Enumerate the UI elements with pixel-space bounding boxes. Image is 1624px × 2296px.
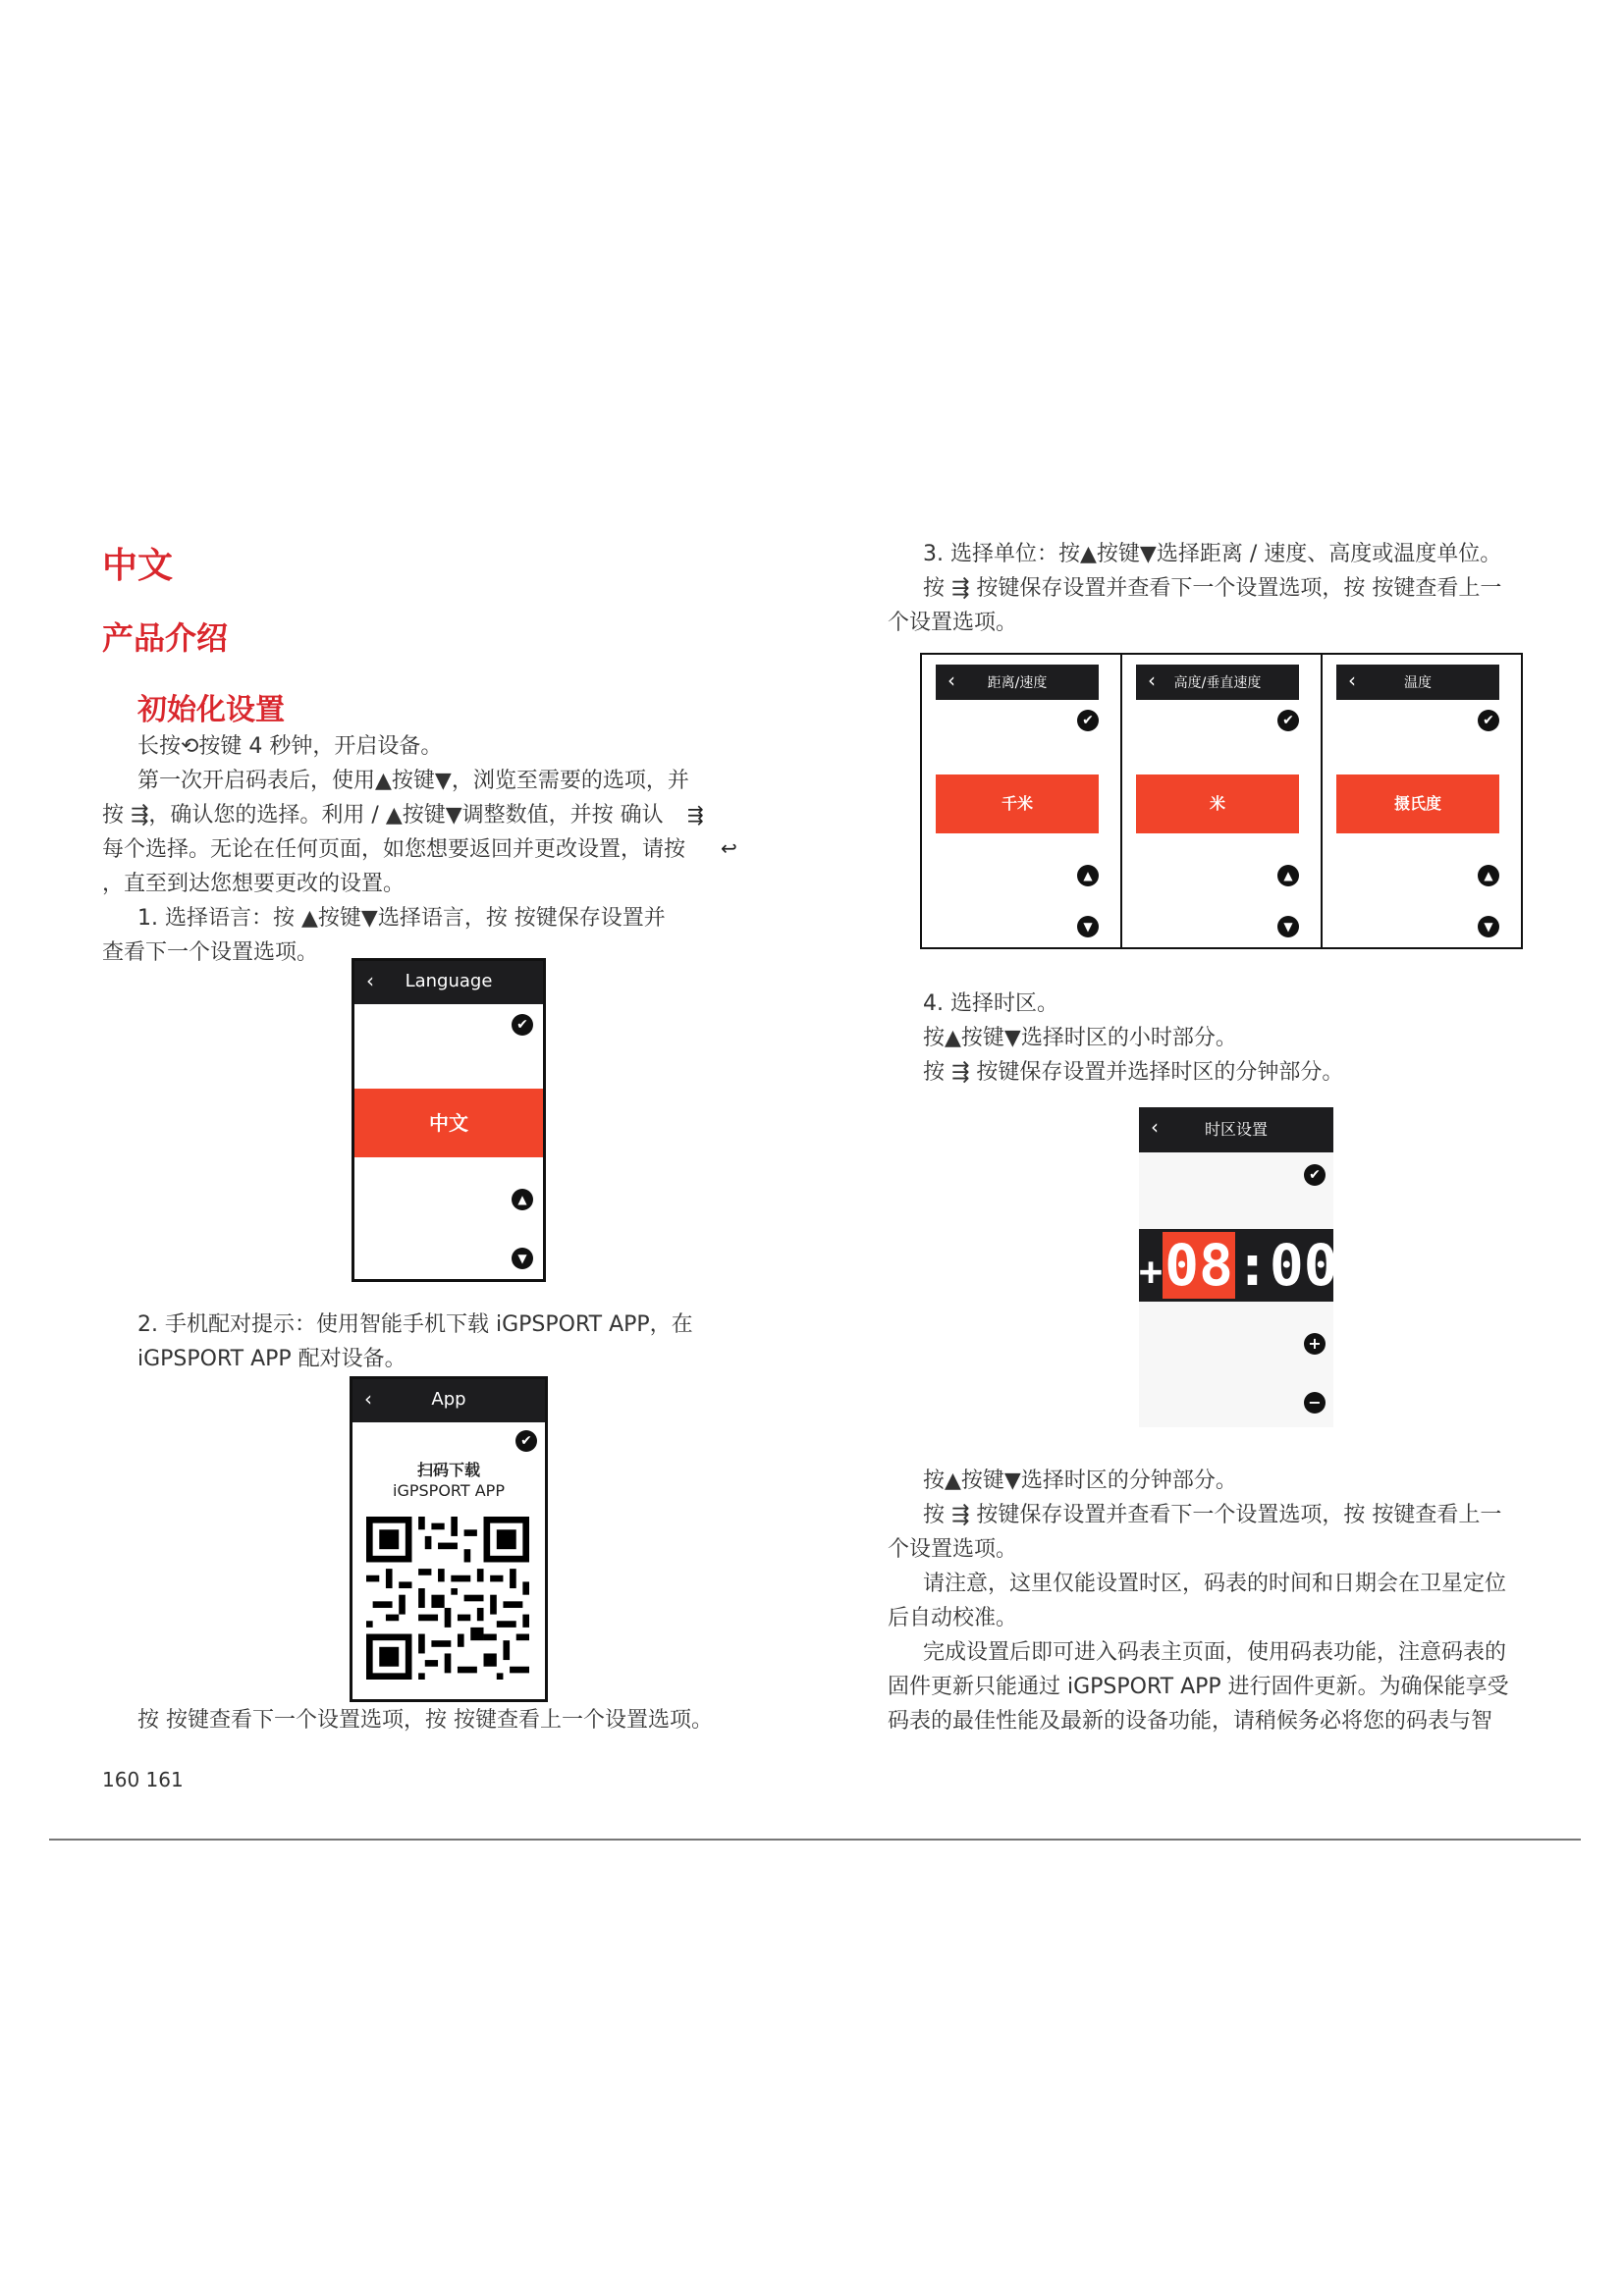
step2-line3: 按 按键查看下一个设置选项，按 按键查看上一个设置选项。: [137, 1708, 713, 1733]
arrow-up-icon: ▲: [1077, 865, 1099, 886]
screen-title: 距离/速度: [987, 675, 1048, 691]
selected-value-band: 米: [1136, 774, 1299, 833]
step1-line1: 1. 选择语言：按 ▲按键▼选择语言，按 按键保存设置并: [137, 906, 666, 931]
selected-value-band: 摄氏度: [1336, 774, 1499, 833]
chevron-left-icon: ‹: [947, 668, 955, 692]
chevron-left-icon: ‹: [364, 1387, 372, 1411]
step3-line1: 3. 选择单位：按▲按键▼选择距离 / 速度、高度或温度单位。: [923, 542, 1502, 566]
qr-caption-line2: iGPSPORT APP: [393, 1481, 505, 1500]
back-button-icon: ↩: [721, 836, 737, 860]
selected-value-band: 中文: [354, 1089, 543, 1157]
screen-title: 温度: [1404, 675, 1432, 691]
chevron-left-icon: ‹: [1348, 668, 1356, 692]
step4-line6: 个设置选项。: [888, 1537, 1018, 1562]
check-icon: ✔: [1277, 710, 1299, 731]
arrow-down-icon: ▼: [1277, 916, 1299, 937]
screen-header: [354, 961, 543, 1004]
paragraph-first-use-line1: 第一次开启码表后，使用▲按键▼，浏览至需要的选项，并: [137, 769, 689, 793]
screen-title: Language: [405, 971, 493, 991]
step3-line3: 个设置选项。: [888, 611, 1018, 635]
check-icon: ✔: [515, 1430, 537, 1452]
screen-title: App: [431, 1389, 466, 1410]
paragraph-first-use-line3: 每个选择。无论在任何页面，如您想要返回并更改设置，请按: [102, 837, 686, 862]
arrow-up-icon: ▲: [512, 1189, 533, 1210]
screen-header: [1139, 1107, 1333, 1152]
device-screen-units-distance: [920, 653, 1122, 949]
step2-line1: 2. 手机配对提示：使用智能手机下载 iGPSPORT APP，在: [137, 1312, 693, 1337]
chevron-left-icon: ‹: [1151, 1115, 1159, 1139]
note-line3: 完成设置后即可进入码表主页面，使用码表功能，注意码表的: [923, 1640, 1507, 1665]
check-icon: ✔: [1478, 710, 1499, 731]
screen-header: [936, 665, 1099, 700]
screen-header: [1336, 665, 1499, 700]
arrow-up-icon: ▲: [1277, 865, 1299, 886]
qr-caption-line1: 扫码下载: [416, 1461, 480, 1479]
paragraph-first-use-line2: 按 ⇶，确认您的选择。利用 / ▲按键▼调整数值，并按 确认: [102, 803, 664, 828]
screen-title: 高度/垂直速度: [1173, 675, 1262, 691]
selected-value-band: 千米: [936, 774, 1099, 833]
paragraph-power-on: 长按⟲按键 4 秒钟，开启设备。: [137, 734, 443, 759]
note-line4: 固件更新只能通过 iGPSPORT APP 进行固件更新。为确保能享受: [888, 1675, 1509, 1699]
check-icon: ✔: [512, 1014, 533, 1036]
minus-icon: −: [1304, 1392, 1326, 1414]
screen-header: [352, 1379, 545, 1422]
timezone-value-row: [1139, 1229, 1338, 1302]
step4-line5: 按 ⇶ 按键保存设置并查看下一个设置选项，按 按键查看上一: [923, 1503, 1502, 1527]
page-bottom-divider: [49, 1839, 1581, 1841]
page-numbers: 160 161: [102, 1768, 184, 1791]
step4-line4: 按▲按键▼选择时区的分钟部分。: [923, 1468, 1237, 1493]
step1-line2: 查看下一个设置选项。: [102, 940, 319, 965]
plus-icon: +: [1304, 1333, 1326, 1355]
arrow-down-icon: ▼: [512, 1248, 533, 1269]
screen-title: 时区设置: [1204, 1120, 1268, 1139]
arrow-down-icon: ▼: [1478, 916, 1499, 937]
device-screen-language: [352, 958, 546, 1282]
section-title-product-intro: 产品介绍: [102, 619, 229, 657]
chevron-left-icon: ‹: [366, 969, 374, 992]
device-screen-units-altitude: [1120, 653, 1323, 949]
step4-line1: 4. 选择时区。: [923, 991, 1058, 1016]
qr-code-image: [366, 1517, 529, 1680]
paragraph-first-use-line4: ，直至到达您想要更改的设置。: [102, 872, 406, 896]
page-title-zh: 中文: [102, 546, 174, 586]
step2-line2: iGPSPORT APP 配对设备。: [137, 1347, 406, 1371]
arrow-up-icon: ▲: [1478, 865, 1499, 886]
step3-line2: 按 ⇶ 按键保存设置并查看下一个设置选项，按 按键查看上一: [923, 576, 1502, 601]
chevron-left-icon: ‹: [1148, 668, 1156, 692]
step4-line2: 按▲按键▼选择时区的小时部分。: [923, 1026, 1237, 1050]
note-line1: 请注意，这里仅能设置时区，码表的时间和日期会在卫星定位: [923, 1572, 1507, 1596]
arrow-down-icon: ▼: [1077, 916, 1099, 937]
check-icon: ✔: [1304, 1164, 1326, 1186]
note-line2: 后自动校准。: [888, 1606, 1018, 1630]
timezone-hours[interactable]: 08: [1164, 1232, 1233, 1299]
subsection-title-initial-setup: 初始化设置: [137, 693, 285, 727]
timezone-sign: +: [1139, 1250, 1164, 1295]
screen-header: [1136, 665, 1299, 700]
device-screen-units-temperature: [1321, 653, 1523, 949]
check-icon: ✔: [1077, 710, 1099, 731]
timezone-minutes[interactable]: 00: [1269, 1232, 1338, 1299]
device-screen-app: [350, 1376, 548, 1702]
step4-line3: 按 ⇶ 按键保存设置并选择时区的分钟部分。: [923, 1060, 1344, 1085]
note-line5: 码表的最佳性能及最新的设备功能，请稍候务必将您的码表与智: [888, 1709, 1493, 1734]
menu-button-icon: ⇶: [687, 803, 704, 827]
timezone-separator: :: [1234, 1232, 1270, 1299]
device-screen-timezone: [1139, 1107, 1338, 1427]
